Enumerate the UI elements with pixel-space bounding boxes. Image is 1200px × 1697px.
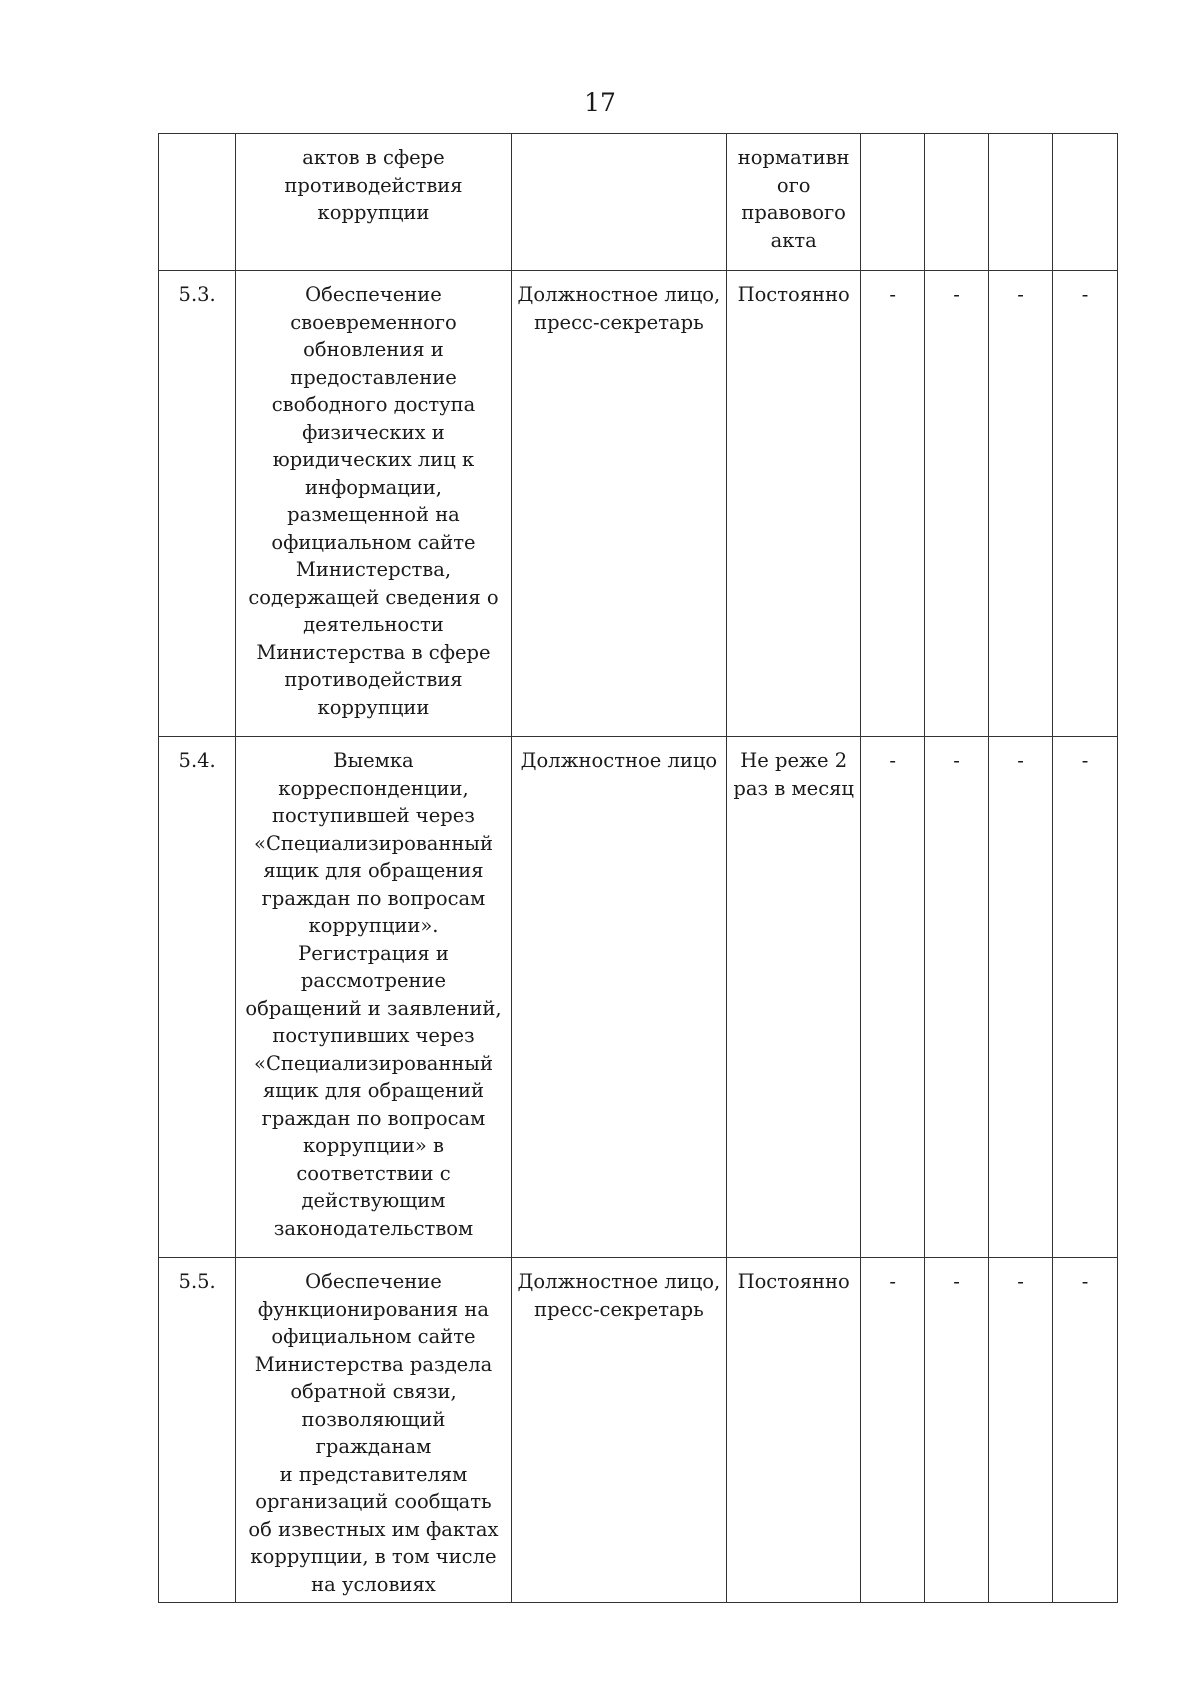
cell-number: 5.5.	[159, 1258, 236, 1603]
cell-col5: -	[861, 271, 925, 737]
cell-col5: -	[861, 1258, 925, 1603]
measures-table	[158, 133, 1118, 1603]
cell-number: 5.4.	[159, 737, 236, 1258]
table-row	[159, 134, 1118, 271]
cell-col8	[1052, 134, 1117, 271]
table-row	[159, 1258, 1118, 1603]
cell-col7: -	[989, 271, 1053, 737]
cell-term: Не реже 2 раз в месяц	[727, 737, 861, 1258]
cell-number	[159, 134, 236, 271]
cell-col8: -	[1052, 1258, 1117, 1603]
cell-responsible	[511, 134, 727, 271]
cell-col6: -	[925, 737, 989, 1258]
cell-col6: -	[925, 1258, 989, 1603]
cell-responsible: Должностное лицо, пресс-секретарь	[511, 1258, 727, 1603]
cell-measure: Обеспечение функционирования на официальном сайте Министерства раздела обратной связи, позволяющий гражданам и представителям организаций сообщать об известных им фактах коррупции, в том числе на условиях	[236, 1258, 511, 1603]
cell-measure: актов в сфере противодействия коррупции	[236, 134, 511, 271]
cell-col6: -	[925, 271, 989, 737]
cell-col7: -	[989, 737, 1053, 1258]
cell-responsible: Должностное лицо, пресс-секретарь	[511, 271, 727, 737]
cell-term: Постоянно	[727, 271, 861, 737]
cell-col7: -	[989, 1258, 1053, 1603]
page-number: 17	[584, 88, 616, 117]
cell-col7	[989, 134, 1053, 271]
cell-measure: Выемка корреспонденции, поступившей через «Специализированный ящик для обращения граждан по вопросам коррупции». Регистрация и рассмотрение обращений и заявлений, поступивших через «Специализированный ящик для обращений граждан по вопросам коррупции» в соответствии с действующим законодательством	[236, 737, 511, 1258]
cell-number: 5.3.	[159, 271, 236, 737]
cell-responsible: Должностное лицо	[511, 737, 727, 1258]
cell-col8: -	[1052, 271, 1117, 737]
cell-measure: Обеспечение своевременного обновления и предоставление свободного доступа физических и юридических лиц к информации, размещенной на официальном сайте Министерства, содержащей сведения о деятельности Министерства в сфере противодействия коррупции	[236, 271, 511, 737]
cell-term: Постоянно	[727, 1258, 861, 1603]
table-row	[159, 737, 1118, 1258]
cell-col5	[861, 134, 925, 271]
table-row	[159, 271, 1118, 737]
cell-col5: -	[861, 737, 925, 1258]
cell-col8: -	[1052, 737, 1117, 1258]
cell-col6	[925, 134, 989, 271]
cell-term: нормативн ого правового акта	[727, 134, 861, 271]
